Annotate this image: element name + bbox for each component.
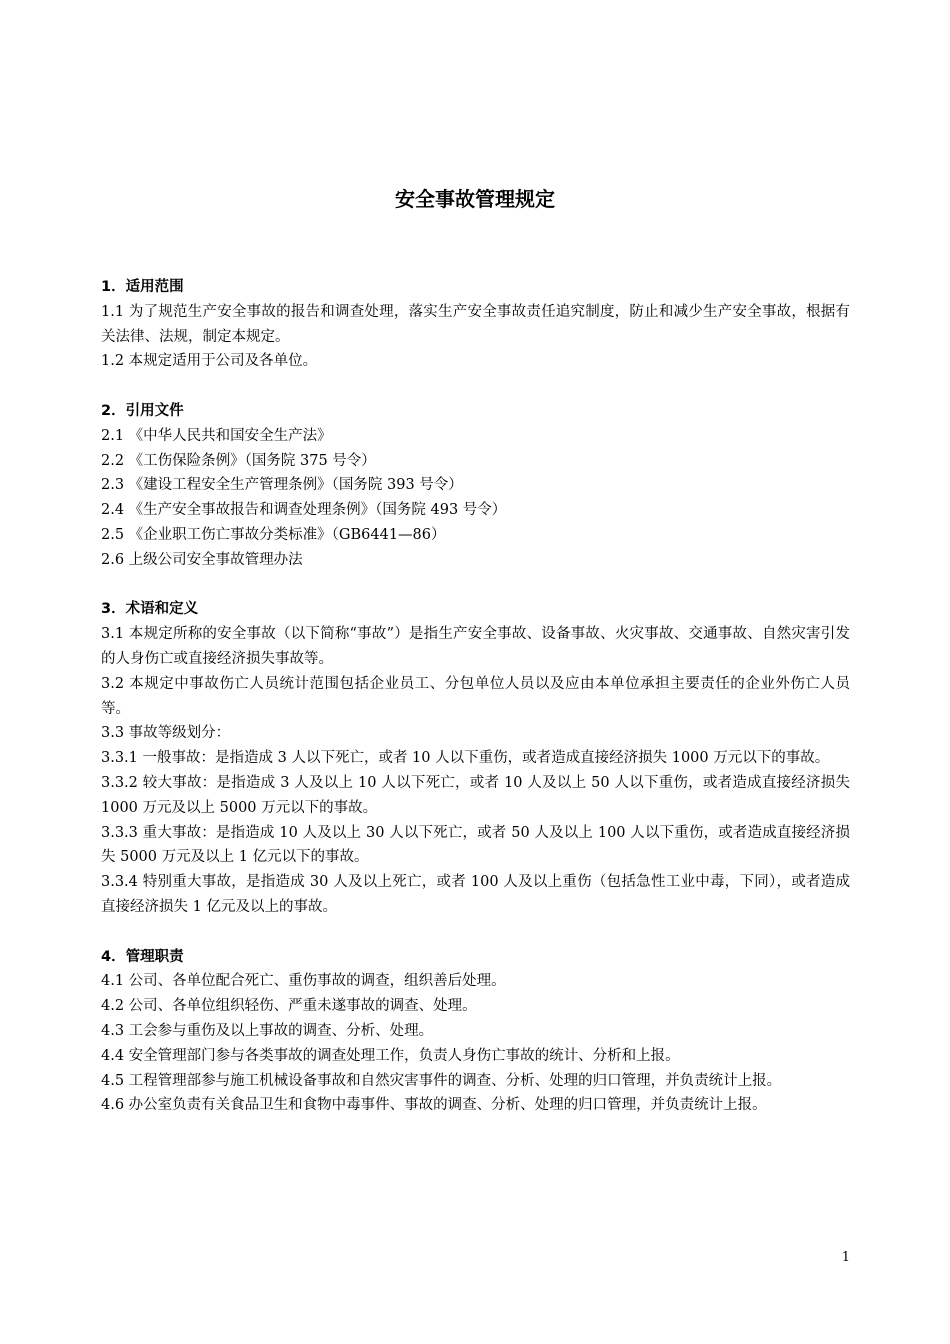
document-body	[101, 275, 850, 1143]
clause-paragraph: 4.3 工会参与重伤及以上事故的调查、分析、处理。	[101, 1022, 434, 1039]
page-number: 1	[841, 1250, 850, 1265]
clause-paragraph: 3.2 本规定中事故伤亡人员统计范围包括企业员工、分包单位人员以及应由本单位承担主要责任的企业外伤亡人员等。	[101, 675, 850, 717]
clause-paragraph: 4.5 工程管理部参与施工机械设备事故和自然灾害事件的调查、分析、处理的归口管理，并负责统计上报。	[101, 1072, 782, 1089]
clause-paragraph: 3.3 事故等级划分：	[101, 725, 231, 742]
section-heading: 3．术语和定义	[101, 601, 199, 618]
section-heading: 1．适用范围	[101, 279, 184, 295]
section-scope	[101, 275, 850, 374]
clause-paragraph: 3.3.4 特别重大事故，是指造成 30 人及以上死亡，或者 100 人及以上重伤（包括急性工业中毒，下同），或者造成直接经济损失 1 亿元及以上的事故。	[101, 874, 850, 915]
clause-paragraph: 4.2 公司、各单位组织轻伤、严重未遂事故的调查、处理。	[101, 998, 477, 1015]
section-references	[101, 399, 850, 573]
clause-paragraph: 3.1 本规定所称的安全事故（以下简称“事故”）是指生产安全事故、设备事故、火灾事故、交通事故、自然灾害引发的人身伤亡或直接经济损失事故等。	[101, 626, 850, 667]
section-heading: 2．引用文件	[101, 402, 184, 419]
clause-paragraph: 4.6 办公室负责有关食品卫生和食物中毒事件、事故的调查、分析、处理的归口管理，并负责统计上报。	[101, 1097, 767, 1114]
clause-paragraph: 2.2 《工伤保险条例》（国务院 375 号令）	[101, 452, 376, 469]
clause-paragraph: 1.2 本规定适用于公司及各单位。	[101, 353, 318, 370]
clause-paragraph: 2.5 《企业职工伤亡事故分类标准》（GB6441—86）	[101, 526, 446, 543]
clause-paragraph: 3.3.2 较大事故：是指造成 3 人及以上 10 人以下死亡，或者 10 人及以上 50 人以下重伤，或者造成直接经济损失 1000 万元及以上 5000 万元以下的事故。	[101, 774, 850, 816]
section-heading: 4．管理职责	[101, 948, 184, 965]
clause-paragraph: 2.4 《生产安全事故报告和调查处理条例》（国务院 493 号令）	[101, 502, 507, 519]
clause-paragraph: 4.4 安全管理部门参与各类事故的调查处理工作，负责人身伤亡事故的统计、分析和上报。	[101, 1047, 680, 1064]
section-responsibilities	[101, 945, 850, 1119]
document-title: 安全事故管理规定	[395, 187, 555, 211]
clause-paragraph: 1.1 为了规范生产安全事故的报告和调查处理，落实生产安全事故责任追究制度，防止和减少生产安全事故，根据有关法律、法规，制定本规定。	[101, 303, 850, 345]
clause-paragraph: 2.6 上级公司安全事故管理办法	[101, 551, 303, 568]
clause-paragraph: 3.3.1 一般事故：是指造成 3 人以下死亡，或者 10 人以下重伤，或者造成直接经济损失 1000 万元以下的事故。	[101, 750, 830, 767]
clause-paragraph: 3.3.3 重大事故：是指造成 10 人及以上 30 人以下死亡，或者 50 人及以上 100 人以下重伤，或者造成直接经济损失 5000 万元及以上 1 亿元以下的事故。	[101, 824, 850, 866]
clause-paragraph: 2.3 《建设工程安全生产管理条例》（国务院 393 号令）	[101, 477, 463, 494]
clause-paragraph: 2.1 《中华人民共和国安全生产法》	[101, 427, 332, 444]
clause-paragraph: 4.1 公司、各单位配合死亡、重伤事故的调查，组织善后处理。	[101, 973, 506, 990]
section-definitions	[101, 597, 850, 919]
